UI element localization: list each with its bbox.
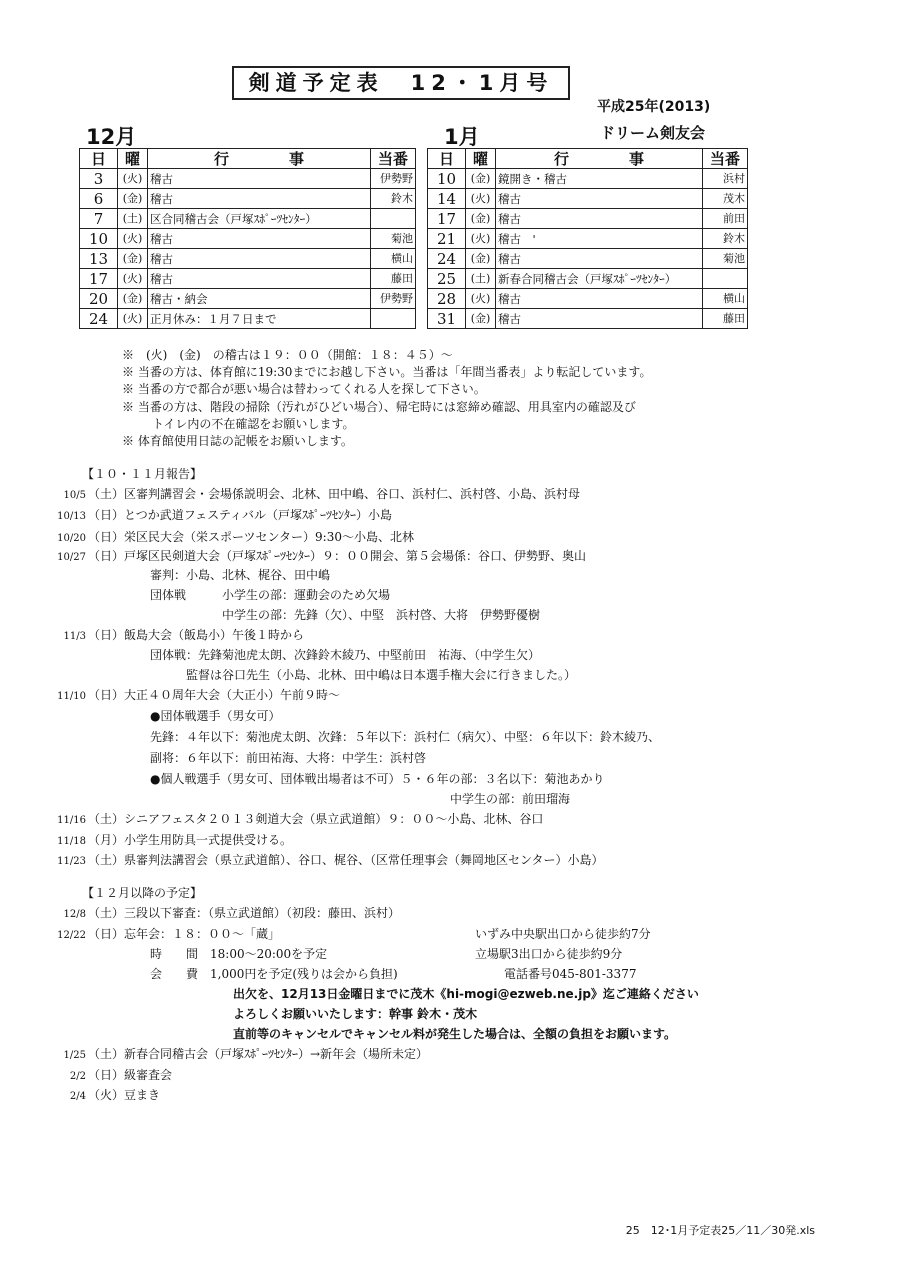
day-cell: 24 — [428, 249, 466, 269]
event-cell: 稽古 — [496, 209, 703, 229]
list-item — [30, 851, 604, 871]
list-item — [30, 485, 580, 505]
december-schedule-table — [79, 148, 416, 329]
dow-cell: (金) — [466, 209, 496, 229]
list-item — [150, 586, 390, 604]
header-duty: 当番 — [371, 149, 416, 169]
event-cell: 稽古 — [148, 169, 371, 189]
note-line: ※ 体育館使用日誌の記帳をお願いします。 — [122, 434, 353, 449]
plan-date: 1/25 — [63, 1050, 86, 1061]
header-event: 行 事 — [148, 149, 371, 169]
list-item — [150, 666, 576, 684]
report-text: （日）戸塚区民剣道大会（戸塚ｽﾎﾟｰﾂｾﾝﾀｰ）９：００開会、第５会場係：谷口、伊勢野、奥山 — [88, 549, 587, 563]
list-item — [150, 566, 330, 584]
duty-cell — [371, 309, 416, 329]
list-item — [30, 1086, 160, 1106]
table-row — [428, 309, 748, 329]
list-item — [30, 1045, 428, 1065]
plan-date: 12/8 — [63, 909, 86, 920]
list-item — [30, 528, 414, 548]
list-item — [150, 945, 327, 963]
dow-cell: (金) — [466, 169, 496, 189]
day-cell: 10 — [428, 169, 466, 189]
plan-text: （日）忘年会：１８：００～「蔵」 — [88, 927, 281, 941]
table-row — [428, 209, 748, 229]
list-item — [30, 831, 292, 851]
report-heading: 【１０・１１月報告】 — [82, 467, 203, 481]
day-cell: 6 — [80, 189, 118, 209]
note-line: ※ 当番の方は、体育館に19:30までにお越し下さい。当番は「年間当番表」より転記しています。 — [122, 365, 652, 380]
table-row — [80, 289, 416, 309]
dow-cell: (火) — [118, 169, 148, 189]
dow-cell: (金) — [466, 249, 496, 269]
report-section — [30, 485, 890, 865]
note-line: ※ 当番の方は、階段の掃除（汚れがひどい場合）、帰宅時には窓締め確認、用具室内の確認及び — [122, 399, 636, 414]
day-cell: 7 — [80, 209, 118, 229]
plan-date: 2/4 — [69, 1091, 86, 1102]
day-cell: 3 — [80, 169, 118, 189]
table-row — [428, 169, 748, 189]
list-item — [30, 686, 340, 706]
day-cell: 14 — [428, 189, 466, 209]
plan-text: （日）級審査会 — [88, 1068, 173, 1082]
report-text: （土）県審判法講習会（県立武道館）、谷口、梶谷、（区常任理事会（舞岡地区センター）小島） — [88, 853, 604, 867]
report-date: 11/23 — [57, 856, 86, 867]
event-cell: 新春合同稽古会（戸塚ｽﾎﾟｰﾂｾﾝﾀｰ） — [496, 269, 703, 289]
header-day: 日 — [428, 149, 466, 169]
plan-text: （土）三段以下審査：（県立武道館）（初段：藤田、浜村） — [88, 906, 401, 920]
note-line: ※ 当番の方で都合が悪い場合は替わってくれる人を探して下さい。 — [122, 382, 486, 397]
duty-cell: 菊池 — [371, 229, 416, 249]
report-text: （日）とつか武道フェスティバル（戸塚ｽﾎﾟｰﾂｾﾝﾀｰ）小島 — [88, 508, 392, 522]
report-date: 11/10 — [57, 691, 86, 702]
era-year: 平成25年(2013) — [597, 99, 711, 115]
dow-cell: (火) — [118, 229, 148, 249]
note-line: ※ (火) (金) の稽古は１９：００（開館：１８：４５）～ — [122, 348, 453, 362]
report-text: （日）栄区民大会（栄スポーツセンター）9:30～小島、北林 — [88, 530, 414, 544]
table-row — [428, 249, 748, 269]
plan-date: 2/2 — [69, 1071, 86, 1082]
day-cell: 17 — [80, 269, 118, 289]
duty-cell — [371, 209, 416, 229]
report-text: ●個人戦選手（男女可、団体戦出場者は不可）５・６年の部：３名以下：菊池あかり — [150, 772, 605, 786]
dow-cell: (火) — [118, 309, 148, 329]
duty-cell: 藤田 — [703, 309, 748, 329]
page-title: 剣道予定表 12・1月号 — [232, 66, 570, 100]
list-item — [150, 606, 540, 624]
plan-text: （火）豆まき — [88, 1088, 161, 1102]
report-date: 10/5 — [63, 490, 86, 501]
list-item — [150, 790, 570, 808]
day-cell: 13 — [80, 249, 118, 269]
event-cell: 稽古 — [148, 269, 371, 289]
event-cell: 鏡開き・稽古 — [496, 169, 703, 189]
report-text: 団体戦：先鋒菊池虎太朗、次鋒鈴木綾乃、中堅前田 祐海、（中学生欠） — [150, 648, 541, 662]
duty-cell: 鈴木 — [371, 189, 416, 209]
duty-cell — [703, 269, 748, 289]
event-cell: 稽古 — [496, 289, 703, 309]
rsvp-notice: 出欠を、12月13日金曜日までに茂木《hi-mogi@ezweb.ne.jp》迄ご連絡ください — [233, 987, 699, 1001]
plan-side-note: いずみ中央駅出口から徒歩約7分 — [475, 927, 651, 941]
duty-cell: 浜村 — [703, 169, 748, 189]
report-text: （土）シニアフェスタ２０１３剣道大会（県立武道館）９：００～小島、北林、谷口 — [88, 812, 544, 826]
report-text: （日）大正４０周年大会（大正小）午前９時～ — [88, 688, 341, 702]
report-text: 監督は谷口先生（小島、北林、田中嶋は日本選手権大会に行きました。） — [150, 668, 577, 682]
report-date: 11/18 — [57, 836, 86, 847]
report-date: 10/20 — [57, 533, 86, 544]
list-item — [30, 925, 280, 945]
event-cell: 稽古・納会 — [148, 289, 371, 309]
day-cell: 28 — [428, 289, 466, 309]
header-dow: 曜 — [118, 149, 148, 169]
report-text: ●団体戦選手（男女可） — [150, 709, 281, 723]
day-cell: 20 — [80, 289, 118, 309]
table-header-row — [428, 149, 748, 169]
dow-cell: (金) — [466, 309, 496, 329]
plan-text: 会 費 1,000円を予定(残りは会から負担) — [150, 967, 398, 981]
list-item — [150, 646, 540, 664]
report-text: 副将：６年以下：前田祐海、大将：中学生：浜村啓 — [150, 751, 427, 765]
plan-date: 12/22 — [57, 930, 86, 941]
table-row — [80, 269, 416, 289]
event-cell: 稽古 — [496, 309, 703, 329]
table-row — [428, 289, 748, 309]
dow-cell: (火) — [118, 269, 148, 289]
day-cell: 24 — [80, 309, 118, 329]
report-text: （月）小学生用防具一式提供受ける。 — [88, 833, 293, 847]
plans-section — [30, 904, 890, 1104]
report-text: （土）区審判講習会・会場係説明会、北林、田中嶋、谷口、浜村仁、浜村啓、小島、浜村母 — [88, 487, 581, 501]
duty-cell: 藤田 — [371, 269, 416, 289]
day-cell: 31 — [428, 309, 466, 329]
dow-cell: (火) — [466, 189, 496, 209]
event-cell: 稽古 — [148, 189, 371, 209]
event-cell: 稽古 — [496, 189, 703, 209]
duty-cell: 茂木 — [703, 189, 748, 209]
event-cell: 稽古 ' — [496, 229, 703, 249]
plan-side-note: 電話番号045-801-3377 — [504, 967, 637, 981]
dow-cell: (金) — [118, 249, 148, 269]
report-text: （日）飯島大会（飯島小）午後１時から — [88, 628, 305, 642]
header-event: 行 事 — [496, 149, 703, 169]
list-item — [150, 707, 280, 725]
day-cell: 10 — [80, 229, 118, 249]
table-row — [80, 189, 416, 209]
report-date: 10/27 — [57, 552, 86, 563]
plans-heading: 【１２月以降の予定】 — [82, 886, 203, 900]
duty-cell: 前田 — [703, 209, 748, 229]
event-cell: 稽古 — [148, 229, 371, 249]
table-row — [80, 169, 416, 189]
duty-cell: 鈴木 — [703, 229, 748, 249]
duty-cell: 横山 — [371, 249, 416, 269]
report-text: 先鋒：４年以下：菊池虎太朗、次鋒：５年以下：浜村仁（病欠）、中堅：６年以下：鈴木綾乃、 — [150, 730, 661, 744]
report-date: 11/3 — [63, 631, 86, 642]
day-cell: 21 — [428, 229, 466, 249]
list-item — [30, 506, 392, 526]
table-row — [80, 229, 416, 249]
table-row — [80, 249, 416, 269]
duty-cell: 菊池 — [703, 249, 748, 269]
duty-cell: 伊勢野 — [371, 289, 416, 309]
list-item — [150, 749, 426, 767]
header-day: 日 — [80, 149, 118, 169]
list-item — [30, 1066, 172, 1086]
dow-cell: (金) — [118, 189, 148, 209]
dec-month-label: 12月 — [86, 125, 137, 149]
list-item — [30, 810, 543, 830]
table-row — [428, 229, 748, 249]
list-item — [30, 547, 586, 567]
event-cell: 稽古 — [496, 249, 703, 269]
report-text: 団体戦 小学生の部：運動会のため欠場 — [150, 588, 391, 602]
organizer-notice: よろしくお願いいたします：幹事 鈴木・茂木 — [233, 1007, 478, 1021]
list-item — [150, 965, 398, 983]
duty-cell: 伊勢野 — [371, 169, 416, 189]
report-date: 10/13 — [57, 511, 86, 522]
january-schedule-table — [427, 148, 748, 329]
list-item — [150, 770, 604, 788]
list-item — [30, 904, 400, 924]
note-line: トイレ内の不在確認をお願いします。 — [152, 416, 355, 431]
event-cell: 正月休み：１月７日まで — [148, 309, 371, 329]
list-item — [30, 626, 304, 646]
dow-cell: (金) — [118, 289, 148, 309]
report-text: 中学生の部：先鋒（欠）、中堅 浜村啓、大将 伊勢野優樹 — [150, 608, 541, 622]
duty-cell: 横山 — [703, 289, 748, 309]
table-row — [428, 269, 748, 289]
header-duty: 当番 — [703, 149, 748, 169]
cancellation-notice: 直前等のキャンセルでキャンセル料が発生した場合は、全額の負担をお願います。 — [233, 1027, 677, 1041]
table-row — [80, 309, 416, 329]
list-item — [150, 728, 660, 746]
report-text: 中学生の部：前田瑠海 — [150, 792, 571, 806]
dow-cell: (土) — [466, 269, 496, 289]
club-name: ドリーム剣友会 — [600, 124, 706, 142]
dow-cell: (火) — [466, 229, 496, 249]
report-text: 審判：小島、北林、梶谷、田中嶋 — [150, 568, 331, 582]
plan-text: （土）新春合同稽古会（戸塚ｽﾎﾟｰﾂｾﾝﾀｰ）→新年会（場所未定） — [88, 1047, 429, 1061]
footer-filename: 25 12･1月予定表25／11／30発.xls — [625, 1224, 815, 1237]
dow-cell: (土) — [118, 209, 148, 229]
day-cell: 25 — [428, 269, 466, 289]
report-date: 11/16 — [57, 815, 86, 826]
table-row — [80, 209, 416, 229]
dow-cell: (火) — [466, 289, 496, 309]
notes-block — [122, 347, 651, 450]
plan-text: 時 間 18:00～20:00を予定 — [150, 947, 328, 961]
event-cell: 稽古 — [148, 249, 371, 269]
day-cell: 17 — [428, 209, 466, 229]
jan-month-label: 1月 — [444, 125, 480, 149]
header-dow: 曜 — [466, 149, 496, 169]
plan-side-note: 立場駅3出口から徒歩約9分 — [475, 947, 623, 961]
table-header-row — [80, 149, 416, 169]
table-row — [428, 189, 748, 209]
event-cell: 区合同稽古会（戸塚ｽﾎﾟｰﾂｾﾝﾀｰ） — [148, 209, 371, 229]
